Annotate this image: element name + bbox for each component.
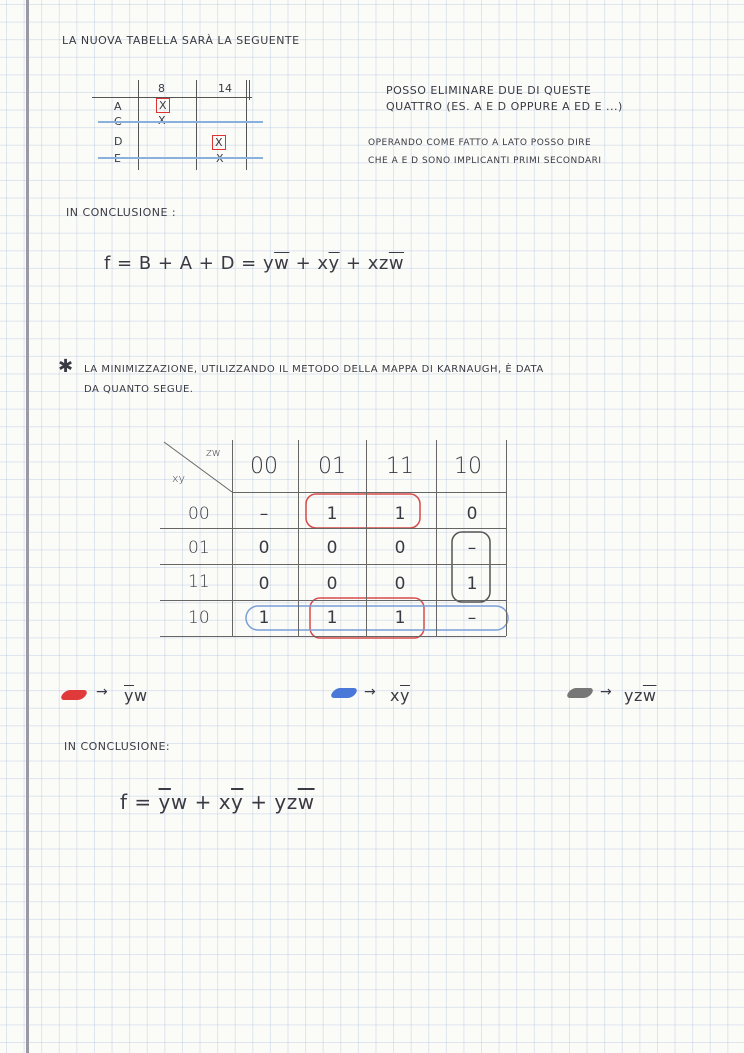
kmap-cell: 0 (466, 504, 478, 524)
legend-swatch-red (59, 690, 89, 700)
karnaugh-map (160, 440, 510, 640)
kmap-grid-line (160, 600, 506, 601)
strike-row-c (98, 121, 263, 123)
kmap-row-header: 01 (188, 538, 210, 558)
notebook-margin-line (26, 0, 29, 1053)
kmap-cell: 0 (258, 574, 270, 594)
table-mark-boxed: X (212, 135, 226, 150)
kmap-cell: 1 (394, 608, 406, 628)
note-secondary-line2: CHE A E D SONO IMPLICANTI PRIMI SECONDARI (368, 156, 602, 166)
conclusion-heading-final: IN CONCLUSIONE: (64, 740, 171, 753)
legend-term-red: $\overline{y}w$ (124, 686, 148, 705)
kmap-row-header: 11 (188, 572, 210, 592)
kmap-col-header: 10 (454, 454, 482, 479)
note-secondary-line1: OPERANDO COME FATTO A LATO POSSO DIRE (368, 138, 592, 148)
kmap-grid-line (160, 528, 506, 529)
table-col-header: 8 (158, 82, 165, 95)
kmap-col-header: 11 (386, 454, 414, 479)
conclusion-heading: IN CONCLUSIONE : (66, 206, 177, 219)
kmap-cell: 0 (394, 538, 406, 558)
implicant-table (92, 80, 262, 170)
kmap-cell: 1 (394, 504, 406, 524)
kmap-grid-line (160, 636, 506, 637)
table-header-line (92, 97, 252, 98)
strike-row-e (98, 157, 263, 159)
kmap-cell: – (467, 608, 477, 628)
kmap-col-header: 00 (250, 454, 278, 479)
legend-arrow: → (96, 684, 108, 700)
note-eliminate-line1: POSSO ELIMINARE DUE DI QUESTE (386, 84, 592, 97)
kmap-grid-line (232, 440, 233, 636)
kmap-grid-line (232, 492, 506, 493)
kmap-corner-zw: zw (206, 446, 221, 459)
kmap-corner-xy: xy (172, 472, 186, 485)
kmap-grid-line (436, 440, 437, 636)
heading-new-table: LA NUOVA TABELLA SARÀ LA SEGUENTE (62, 34, 300, 47)
kmap-cell: 0 (258, 538, 270, 558)
kmap-cell: 0 (394, 574, 406, 594)
kmap-cell: 0 (326, 538, 338, 558)
table-mark-boxed: X (156, 98, 170, 113)
legend-term-blue: $x\overline{y}$ (390, 686, 410, 705)
kmap-row-header: 00 (188, 504, 210, 524)
note-eliminate-line2: QUATTRO (ES. A E D OPPURE A ED E ...) (386, 100, 623, 113)
kmap-cell: 0 (326, 574, 338, 594)
kmap-cell: – (467, 538, 477, 558)
table-row-label: D (114, 135, 123, 148)
kmap-grid-line (298, 440, 299, 636)
kmap-cell: 1 (326, 608, 338, 628)
table-row-label: A (114, 100, 122, 113)
star-mark: ✱ (58, 356, 74, 377)
kmap-grid-line (160, 564, 506, 565)
formula-final: $f = \overline{y}w + x\overline{y} + yz\overline{w}$ (120, 790, 315, 814)
table-divider (249, 80, 250, 100)
table-col-header: 14 (218, 82, 232, 95)
kmap-cell: 1 (326, 504, 338, 524)
kmap-cell: 1 (466, 574, 478, 594)
kmap-intro-line2: DA QUANTO SEGUE. (84, 384, 194, 395)
legend-arrow: → (600, 684, 612, 700)
kmap-grid-line (506, 440, 507, 636)
kmap-intro-line1: LA MINIMIZZAZIONE, UTILIZZANDO IL METODO DELLA MAPPA DI KARNAUGH, È DATA (84, 364, 544, 375)
kmap-cell: – (259, 504, 269, 524)
kmap-cell: 1 (258, 608, 270, 628)
legend-swatch-gray (565, 688, 595, 698)
kmap-grid-line (366, 440, 367, 636)
kmap-row-header: 10 (188, 608, 210, 628)
legend-swatch-blue (329, 688, 359, 698)
legend-term-gray: $yz\overline{w}$ (624, 686, 657, 705)
formula-first: $f = B + A + D = y\overline{w} + x\overline{y} + xz\overline{w}$ (104, 253, 405, 274)
legend-arrow: → (364, 684, 376, 700)
kmap-col-header: 01 (318, 454, 346, 479)
